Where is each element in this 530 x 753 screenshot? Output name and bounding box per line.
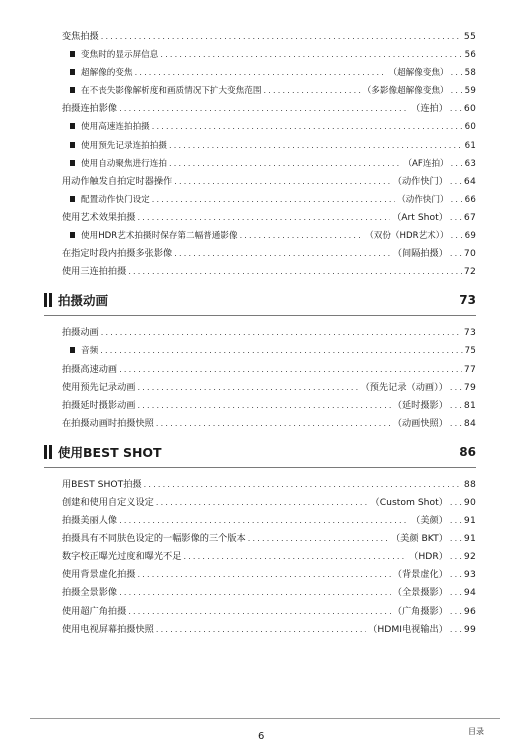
toc-entry-title: 使用艺术效果拍摄 bbox=[62, 211, 136, 223]
toc-entry[interactable] bbox=[62, 512, 476, 530]
toc-entry-title: 拍摄连拍影像 bbox=[62, 103, 118, 115]
toc-entry[interactable] bbox=[62, 584, 476, 602]
toc-page-number: 91 bbox=[463, 515, 476, 527]
dot-leader bbox=[450, 415, 462, 433]
square-bullet-icon bbox=[70, 160, 75, 166]
toc-page-number: 64 bbox=[463, 175, 476, 187]
toc-entry-title: 使用高速连拍拍摄 bbox=[81, 122, 150, 133]
footer-divider bbox=[30, 718, 500, 719]
dot-leader bbox=[138, 566, 391, 584]
toc-subentry[interactable] bbox=[62, 46, 476, 64]
dot-leader bbox=[240, 227, 364, 245]
toc-entry-mode: （Art Shot） bbox=[392, 211, 448, 223]
toc-page-number: 94 bbox=[463, 587, 476, 599]
dot-leader bbox=[160, 46, 462, 64]
table-of-contents bbox=[58, 28, 476, 639]
toc-entry-title: 拍摄高速动画 bbox=[62, 363, 118, 375]
toc-entry-title: 拍摄美丽人像 bbox=[62, 515, 118, 527]
toc-entry[interactable] bbox=[62, 415, 476, 433]
dot-leader bbox=[451, 227, 463, 245]
dot-leader bbox=[450, 530, 462, 548]
section-marker-icon bbox=[44, 445, 47, 459]
toc-group-best-shot bbox=[62, 476, 476, 639]
dot-leader bbox=[450, 621, 462, 639]
dot-leader bbox=[450, 397, 462, 415]
toc-page-number: 77 bbox=[463, 363, 476, 375]
toc-entry-mode: （全景摄影） bbox=[392, 587, 448, 599]
dot-leader bbox=[450, 100, 462, 118]
square-bullet-icon bbox=[70, 232, 75, 238]
toc-group-movie bbox=[62, 324, 476, 433]
toc-page-number: 60 bbox=[463, 103, 476, 115]
dot-leader bbox=[156, 494, 369, 512]
section-marker-icon bbox=[49, 445, 52, 459]
toc-entry-title: 用动作触发自拍定时器操作 bbox=[62, 175, 173, 187]
dot-leader bbox=[169, 155, 402, 173]
toc-subentry[interactable] bbox=[62, 155, 476, 173]
toc-page-number: 70 bbox=[463, 248, 476, 260]
toc-entry-title: 拍摄动画 bbox=[62, 327, 99, 339]
toc-entry[interactable] bbox=[62, 476, 476, 494]
toc-entry-mode: （背景虚化） bbox=[392, 569, 448, 581]
toc-entry-mode: （美颜 BKT） bbox=[391, 533, 448, 545]
dot-leader bbox=[451, 64, 463, 82]
toc-page-number: 84 bbox=[463, 417, 476, 429]
footer-page-number: 6 bbox=[258, 731, 265, 742]
dot-leader bbox=[451, 82, 463, 100]
toc-entry-mode: （双份（HDR艺术）） bbox=[365, 231, 449, 242]
toc-entry-title: 使用电视屏幕拍摄快照 bbox=[62, 623, 154, 635]
square-bullet-icon bbox=[70, 347, 75, 353]
toc-page-number: 73 bbox=[463, 327, 476, 339]
dot-leader bbox=[450, 566, 462, 584]
toc-entry-title: 使用自动聚焦进行连拍 bbox=[81, 158, 167, 169]
toc-entry-title: 拍摄延时摄影动画 bbox=[62, 399, 136, 411]
dot-leader bbox=[101, 28, 462, 46]
dot-leader bbox=[183, 548, 407, 566]
toc-page-number: 59 bbox=[464, 86, 476, 97]
dot-leader bbox=[152, 191, 395, 209]
section-heading-best-shot[interactable] bbox=[44, 437, 476, 468]
dot-leader bbox=[152, 118, 463, 136]
toc-entry-title: 变焦拍摄 bbox=[62, 31, 99, 42]
toc-entry-title: 变焦时的显示屏信息 bbox=[81, 50, 159, 61]
dot-leader bbox=[450, 245, 462, 263]
toc-entry[interactable] bbox=[62, 494, 476, 512]
toc-page-number: 58 bbox=[464, 68, 476, 79]
toc-subentry[interactable] bbox=[62, 82, 476, 100]
toc-page-number: 93 bbox=[463, 569, 476, 581]
toc-entry-title: 使用三连拍拍摄 bbox=[62, 266, 127, 278]
dot-leader bbox=[119, 361, 462, 379]
toc-page-number: 96 bbox=[463, 605, 476, 617]
toc-entry-title: 配置动作快门设定 bbox=[81, 194, 150, 205]
toc-group-zoom-continuous bbox=[62, 28, 476, 281]
toc-page-number: 61 bbox=[464, 140, 476, 151]
dot-leader bbox=[451, 191, 463, 209]
section-marker-icon bbox=[44, 293, 47, 307]
toc-entry[interactable] bbox=[62, 100, 476, 118]
dot-leader bbox=[138, 397, 391, 415]
toc-entry-mode: （HDR） bbox=[409, 551, 448, 563]
toc-entry[interactable] bbox=[62, 209, 476, 227]
section-heading-movie[interactable] bbox=[44, 285, 476, 316]
toc-entry-title: 创建和使用自定义设定 bbox=[62, 496, 154, 508]
dot-leader bbox=[119, 100, 409, 118]
toc-entry-mode: （延时摄影） bbox=[392, 399, 448, 411]
dot-leader bbox=[450, 494, 462, 512]
toc-entry-title: 使用预先记录动画 bbox=[62, 381, 136, 393]
dot-leader bbox=[248, 530, 389, 548]
toc-entry-title: 音频 bbox=[81, 346, 99, 357]
dot-leader bbox=[450, 603, 462, 621]
dot-leader bbox=[450, 209, 462, 227]
square-bullet-icon bbox=[70, 69, 75, 75]
square-bullet-icon bbox=[70, 87, 75, 93]
section-page-number: 73 bbox=[459, 293, 476, 308]
section-marker-icon bbox=[49, 293, 52, 307]
dot-leader bbox=[450, 584, 462, 602]
toc-entry[interactable] bbox=[62, 530, 476, 548]
toc-entry-title: 用BEST SHOT拍摄 bbox=[62, 478, 142, 490]
toc-page-number: 56 bbox=[464, 50, 476, 61]
toc-subentry[interactable] bbox=[62, 342, 476, 360]
toc-page-number: 60 bbox=[464, 122, 476, 133]
dot-leader bbox=[119, 584, 391, 602]
dot-leader bbox=[119, 512, 409, 530]
toc-entry-title: 在不丧失影像解析度和画质情况下扩大变焦范围 bbox=[81, 86, 262, 97]
dot-leader bbox=[135, 64, 387, 82]
toc-entry-mode: （预先记录（动画）） bbox=[360, 381, 448, 393]
toc-entry-title: 在指定时段内拍摄多张影像 bbox=[62, 248, 173, 260]
toc-entry-mode: （广角摄影） bbox=[392, 605, 448, 617]
toc-page-number: 67 bbox=[463, 211, 476, 223]
toc-entry-title: 拍摄具有不同肤色设定的一幅影像的三个版本 bbox=[62, 533, 246, 545]
dot-leader bbox=[138, 379, 359, 397]
section-title: 拍摄动画 bbox=[58, 293, 109, 309]
dot-leader bbox=[156, 621, 366, 639]
dot-leader bbox=[263, 82, 360, 100]
toc-subentry[interactable] bbox=[62, 64, 476, 82]
dot-leader bbox=[169, 137, 463, 155]
toc-page-number: 91 bbox=[463, 533, 476, 545]
toc-entry[interactable] bbox=[62, 548, 476, 566]
toc-page-number: 66 bbox=[464, 194, 476, 205]
dot-leader bbox=[450, 379, 462, 397]
toc-entry-mode: （动作快门） bbox=[392, 175, 448, 187]
toc-page-number: 69 bbox=[464, 231, 476, 242]
toc-entry-mode: （多影像超解像变焦） bbox=[362, 86, 449, 97]
toc-entry-title: 使用背景虚化拍摄 bbox=[62, 569, 136, 581]
toc-entry[interactable] bbox=[62, 621, 476, 639]
toc-entry-title: 数字校正曝光过度和曝光不足 bbox=[62, 551, 182, 563]
toc-page-number: 81 bbox=[463, 399, 476, 411]
dot-leader bbox=[174, 173, 391, 191]
square-bullet-icon bbox=[70, 123, 75, 129]
toc-page-number: 88 bbox=[463, 478, 476, 490]
dot-leader bbox=[174, 245, 391, 263]
toc-entry-title: 使用HDR艺术拍摄时保存第二幅普通影像 bbox=[81, 231, 238, 242]
toc-page-number: 55 bbox=[463, 31, 476, 42]
toc-entry[interactable] bbox=[62, 603, 476, 621]
dot-leader bbox=[100, 342, 462, 360]
toc-page-number: 90 bbox=[463, 496, 476, 508]
toc-subentry[interactable] bbox=[62, 191, 476, 209]
toc-entry-title: 使用超广角拍摄 bbox=[62, 605, 127, 617]
toc-entry[interactable] bbox=[62, 379, 476, 397]
square-bullet-icon bbox=[70, 142, 75, 148]
toc-page-number: 75 bbox=[464, 346, 476, 357]
toc-entry-mode: （超解像变焦） bbox=[388, 68, 449, 79]
toc-entry-title: 超解像的变焦 bbox=[81, 68, 133, 79]
toc-entry[interactable] bbox=[62, 361, 476, 379]
dot-leader bbox=[128, 263, 462, 281]
toc-page-number: 63 bbox=[464, 158, 476, 169]
toc-entry-title: 在拍摄动画时拍摄快照 bbox=[62, 417, 154, 429]
toc-entry[interactable] bbox=[62, 263, 476, 281]
toc-entry-mode: （间隔拍摄） bbox=[392, 248, 448, 260]
toc-entry[interactable] bbox=[62, 324, 476, 342]
toc-entry-mode: （Custom Shot） bbox=[370, 496, 448, 508]
toc-entry[interactable] bbox=[62, 566, 476, 584]
toc-entry-title: 拍摄全景影像 bbox=[62, 587, 118, 599]
toc-entry-mode: （美颜） bbox=[411, 515, 448, 527]
toc-entry[interactable] bbox=[62, 397, 476, 415]
dot-leader bbox=[101, 324, 462, 342]
square-bullet-icon bbox=[70, 51, 75, 57]
toc-entry-mode: （AF连拍） bbox=[403, 158, 449, 169]
toc-entry[interactable] bbox=[62, 28, 476, 46]
toc-entry-mode: （连拍） bbox=[411, 103, 448, 115]
toc-entry-mode: （HDMI电视输出） bbox=[368, 623, 448, 635]
toc-entry-mode: （动画快照） bbox=[392, 417, 448, 429]
dot-leader bbox=[156, 415, 391, 433]
toc-page-number: 72 bbox=[463, 266, 476, 278]
toc-entry[interactable] bbox=[62, 245, 476, 263]
toc-page-number: 99 bbox=[463, 623, 476, 635]
toc-subentry[interactable] bbox=[62, 227, 476, 245]
dot-leader bbox=[128, 603, 390, 621]
toc-page-number: 92 bbox=[463, 551, 476, 563]
toc-entry-title: 使用预先记录连拍拍摄 bbox=[81, 140, 167, 151]
toc-entry-mode: （动作快门） bbox=[397, 194, 449, 205]
footer-label: 目录 bbox=[468, 727, 484, 736]
dot-leader bbox=[451, 155, 463, 173]
toc-entry[interactable] bbox=[62, 173, 476, 191]
section-page-number: 86 bbox=[459, 444, 476, 459]
square-bullet-icon bbox=[70, 196, 75, 202]
dot-leader bbox=[450, 512, 462, 530]
dot-leader bbox=[450, 173, 462, 191]
toc-subentry[interactable] bbox=[62, 137, 476, 155]
toc-subentry[interactable] bbox=[62, 118, 476, 136]
dot-leader bbox=[450, 548, 462, 566]
dot-leader bbox=[144, 476, 462, 494]
dot-leader bbox=[138, 209, 391, 227]
section-title: 使用BEST SHOT bbox=[58, 444, 162, 460]
toc-page-number: 79 bbox=[463, 381, 476, 393]
